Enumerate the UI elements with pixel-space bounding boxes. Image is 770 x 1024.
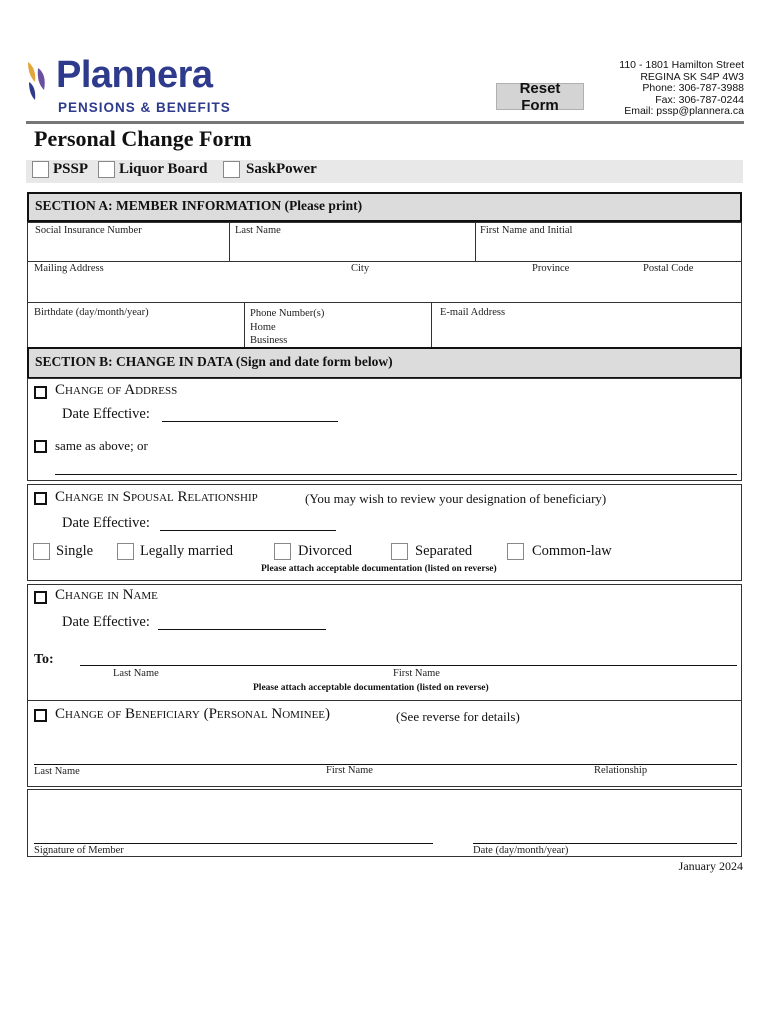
single-label: Single (56, 543, 94, 559)
option-divorced[interactable] (274, 543, 352, 560)
province-label: Province (532, 263, 570, 274)
plan-option-liquor-board[interactable] (98, 161, 208, 178)
brand-subtitle: PENSIONS & BENEFITS (58, 100, 231, 115)
saskpower-label: SaskPower (246, 161, 317, 177)
beneficiary-first-name-label: First Name (326, 765, 373, 776)
beneficiary-last-name-label: Last Name (34, 766, 80, 777)
separated-checkbox[interactable] (391, 543, 408, 560)
change-address-checkbox[interactable] (34, 386, 47, 399)
postal-code-label: Postal Code (643, 263, 694, 274)
option-legally-married[interactable] (117, 543, 233, 560)
spousal-checkbox[interactable] (34, 492, 47, 505)
section-a-header: SECTION A: MEMBER INFORMATION (Please print) (27, 192, 742, 222)
change-name-checkbox[interactable] (34, 591, 47, 604)
single-checkbox[interactable] (33, 543, 50, 560)
last-name-label: Last Name (235, 225, 281, 236)
new-first-name-label: First Name (393, 668, 440, 679)
home-phone-label: Home (250, 321, 276, 333)
page-title: Personal Change Form (34, 126, 252, 151)
option-separated[interactable] (391, 543, 472, 560)
common-law-label: Common-law (532, 543, 612, 559)
phone-label: Phone Number(s) (250, 308, 325, 319)
option-common-law[interactable] (507, 543, 612, 560)
beneficiary-relationship-label: Relationship (594, 765, 648, 776)
separated-label: Separated (415, 543, 473, 559)
signature-block (27, 789, 742, 857)
city-label: City (351, 263, 370, 274)
divorced-checkbox[interactable] (274, 543, 291, 560)
reset-form-button[interactable]: Reset Form (496, 83, 584, 110)
address-date-effective-label: Date Effective: (62, 406, 150, 422)
address-date-effective-input[interactable] (162, 421, 338, 422)
plan-option-pssp[interactable] (32, 161, 88, 178)
address-fax: Fax: 306-787-0244 (655, 93, 744, 106)
name-documentation-note: Please attach acceptable documentation (listed on reverse) (253, 683, 489, 693)
common-law-checkbox[interactable] (507, 543, 524, 560)
to-label: To: (34, 652, 54, 667)
business-phone-label: Business (250, 335, 288, 346)
name-date-effective-input[interactable] (158, 629, 326, 630)
option-single[interactable] (33, 543, 93, 560)
liquor-board-label: Liquor Board (119, 161, 208, 177)
contact-address (619, 60, 744, 118)
phone-labels (250, 307, 324, 348)
signature-date-input[interactable] (473, 843, 737, 844)
new-name-input[interactable] (80, 665, 737, 666)
form-version: January 2024 (678, 859, 743, 873)
change-beneficiary-checkbox[interactable] (34, 709, 47, 722)
signature-input[interactable] (34, 843, 433, 844)
beneficiary-hint: (See reverse for details) (396, 709, 520, 724)
pssp-checkbox[interactable] (32, 161, 49, 178)
same-as-above-checkbox[interactable] (34, 440, 47, 453)
address-email: Email: pssp@plannera.ca (624, 105, 744, 118)
change-name-title: Change in Name (55, 587, 158, 603)
spousal-hint: (You may wish to review your designation of beneficiary) (305, 491, 607, 506)
email-label: E-mail Address (440, 307, 506, 318)
address-line: 110 - 1801 Hamilton Street (619, 59, 744, 71)
spousal-date-effective-input[interactable] (160, 530, 336, 531)
name-date-effective-label: Date Effective: (62, 614, 150, 630)
birthdate-label: Birthdate (day/month/year) (34, 307, 149, 318)
change-address-title: Change of Address (55, 382, 178, 398)
spousal-documentation-note: Please attach acceptable documentation (listed on reverse) (261, 564, 497, 574)
first-name-label: First Name and Initial (480, 225, 573, 236)
signature-label: Signature of Member (34, 845, 124, 856)
address-city: REGINA SK S4P 4W3 (640, 70, 744, 83)
saskpower-checkbox[interactable] (223, 161, 240, 178)
divorced-label: Divorced (298, 543, 352, 559)
address-phone: Phone: 306-787-3988 (642, 82, 744, 95)
legally-married-checkbox[interactable] (117, 543, 134, 560)
same-as-above-label: same as above; or (55, 438, 148, 453)
legally-married-label: Legally married (140, 543, 233, 559)
section-b-header: SECTION B: CHANGE IN DATA (Sign and date form below) (27, 347, 742, 379)
mailing-address-row[interactable] (27, 261, 742, 303)
plannera-logo-icon (26, 58, 50, 102)
spousal-date-effective-label: Date Effective: (62, 515, 150, 531)
new-address-input[interactable] (55, 474, 737, 475)
liquor-board-checkbox[interactable] (98, 161, 115, 178)
plan-option-saskpower[interactable] (223, 161, 317, 178)
mailing-address-label: Mailing Address (34, 263, 104, 274)
new-last-name-label: Last Name (113, 668, 159, 679)
change-beneficiary-title: Change of Beneficiary (Personal Nominee) (55, 706, 331, 722)
signature-date-label: Date (day/month/year) (473, 845, 569, 856)
brand-name: Plannera (56, 54, 213, 96)
header-divider (26, 121, 744, 124)
sin-label: Social Insurance Number (35, 225, 142, 236)
spousal-title: Change in Spousal Relationship (55, 489, 258, 505)
pssp-label: PSSP (53, 161, 89, 177)
